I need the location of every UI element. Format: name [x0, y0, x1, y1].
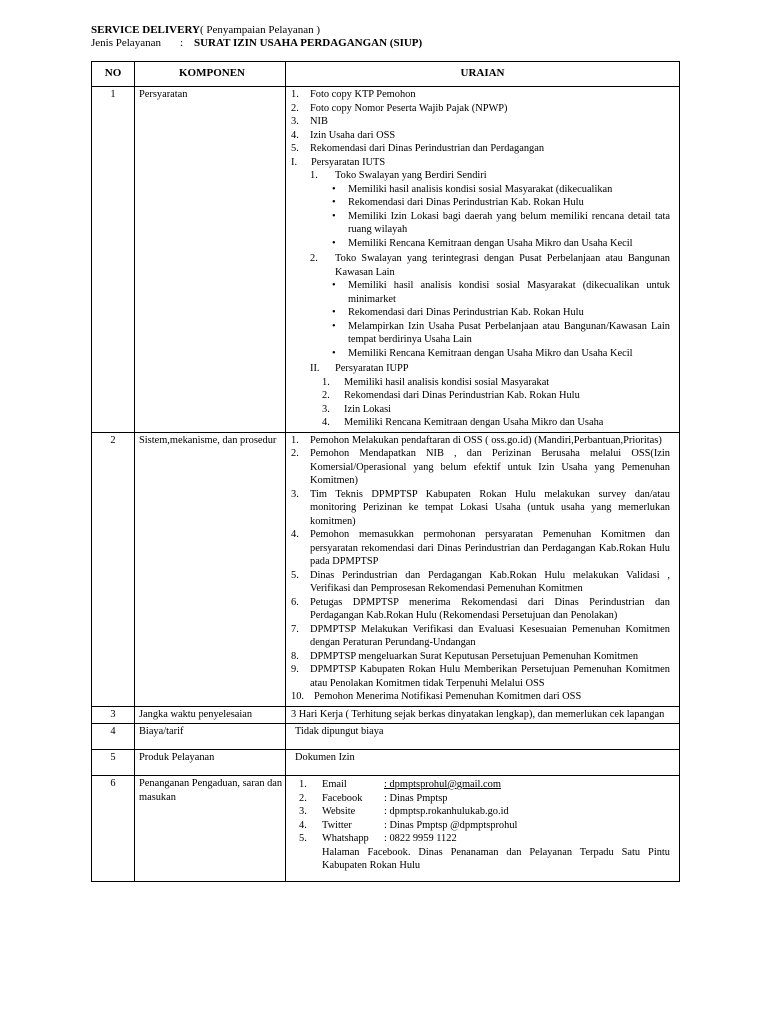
list-item: 4. Izin Usaha dari OSS: [291, 129, 396, 141]
list-item: 1. Pemohon Melakukan pendaftaran di OSS ( oss.go.id) (Mandiri,Perbantuan,Prioritas): [291, 434, 662, 446]
row-number: 3: [92, 706, 135, 724]
service-type-value: SURAT IZIN USAHA PERDAGANGAN (SIUP): [194, 37, 423, 49]
row-komponen: Persyaratan: [135, 87, 286, 433]
row-number: 1: [92, 87, 135, 433]
header-no: NO: [92, 62, 135, 87]
row-number: 5: [92, 750, 135, 776]
row-komponen: Biaya/tarif: [135, 724, 286, 750]
row-komponen: Jangka waktu penyelesaian: [135, 706, 286, 724]
row-number: 6: [92, 776, 135, 882]
table-row: [92, 706, 680, 724]
bullet-item: • Memiliki hasil analisis kondisi sosial Masyarakat (dikecualikan: [291, 183, 670, 197]
list-item: 5. Dinas Perindustrian dan Perdagangan Kab.Rokan Hulu melakukan Validasi , Verifikasi dan Pemprosesan Rekomendasi Pemenuhan Komitmen: [291, 569, 670, 594]
list-item: 5. Rekomendasi dari Dinas Perindustrian dan Perdagangan: [291, 143, 545, 154]
row-number: 4: [92, 724, 135, 750]
list-item: 1. Memiliki hasil analisis kondisi sosial Masyarakat: [322, 376, 550, 388]
table-header-row: [92, 62, 680, 87]
list-item: 2. Pemohon Mendapatkan NIB , dan Perizinan Berusaha melalui OSS(Izin Komersial/Operasional yang belum efektif untuk Izin Usaha yang Pemenuhan Komitmen): [291, 448, 670, 486]
table-row: [92, 87, 680, 433]
row-uraian: Dokumen Izin: [286, 750, 680, 776]
bullet-item: • Memiliki Izin Lokasi bagi daerah yang belum memiliki rencana detail tata ruang wilayah: [291, 210, 670, 237]
table-row: [92, 750, 680, 776]
bullet-item: • Memiliki Rencana Kemitraan dengan Usaha Mikro dan Usaha Kecil: [291, 347, 670, 361]
row-uraian: [286, 432, 680, 706]
document-header: [91, 24, 422, 50]
section-heading: II. Persyaratan IUPP: [310, 363, 409, 374]
contact-footer: Halaman Facebook. Dinas Penanaman dan Pelayanan Terpadu Satu Pintu Kabupaten Rokan Hulu: [322, 846, 670, 871]
list-item: 1. Foto copy KTP Pemohon: [291, 89, 416, 100]
list-item: 7. DPMPTSP Melakukan Verifikasi dan Evaluasi Kesesuaian Pemenuhan Komitmen dengan Peraturan Perundang-Undangan: [291, 623, 670, 648]
service-type-label: Jenis Pelayanan: [91, 37, 161, 49]
list-item: 4. Pemohon memasukkan permohonan persyaratan Pemenuhan Komitmen dan persyaratan rekomendasi dari Dinas Perindustrian dan Perdagangan Kab.Rokan Hulu pada DPMPTSP: [291, 529, 670, 567]
contact-website: 3. Website : dpmptsp.rokanhulukab.go.id: [299, 806, 509, 817]
table-row: [92, 432, 680, 706]
list-item: 6. Petugas DPMPTSP menerima Rekomendasi dari Dinas Perindustrian dan Perdagangan Kab.Rokan Hulu (Rekomendasi Persetujuan dan Penolakan): [291, 596, 670, 621]
list-item: 1. Toko Swalayan yang Berdiri Sendiri: [310, 170, 487, 181]
bullet-item: • Rekomendasi dari Dinas Perindustrian Kab. Rokan Hulu: [291, 306, 670, 320]
row-uraian: [286, 776, 680, 882]
section-heading: I. Persyaratan IUTS: [291, 156, 386, 168]
row-komponen: Penanganan Pengaduan, saran dan masukan: [135, 776, 286, 882]
table-row: [92, 776, 680, 882]
service-table: [91, 61, 680, 882]
header-komponen: KOMPONEN: [135, 62, 286, 87]
list-item: 2. Toko Swalayan yang terintegrasi dengan Pusat Perbelanjaan atau Bangunan Kawasan Lain: [310, 253, 670, 278]
row-number: 2: [92, 432, 135, 706]
list-item: 3. Tim Teknis DPMPTSP Kabupaten Rokan Hulu melakukan survey dan/atau monitoring Perizinan ke tempat Lokasi Usaha (untuk usaha yang memerlukan komitmen): [291, 488, 670, 527]
list-item: 9. DPMPTSP Kabupaten Rokan Hulu Memberikan Persetujuan Pemenuhan Komitmen atau Penolakan Komitmen tidak Terpenuhi Melalui OSS: [291, 664, 670, 689]
row-uraian: 3 Hari Kerja ( Terhitung sejak berkas dinyatakan lengkap), dan memerlukan cek lapangan: [286, 706, 680, 724]
list-item: 10. Pemohon Menerima Notifikasi Pemenuhan Komitmen dari OSS: [291, 691, 582, 702]
service-type-separator: :: [180, 37, 184, 49]
contact-email: 1. Email : dpmptsprohul@gmail.com: [299, 779, 501, 790]
header-uraian: URAIAN: [286, 62, 680, 87]
list-item: 3. Izin Lokasi: [322, 403, 392, 415]
title-subtitle: ( Penyampaian Pelayanan ): [199, 24, 320, 36]
contact-twitter: 4. Twitter : Dinas Pmptsp @dpmptsprohul: [299, 819, 518, 831]
bullet-item: • Memiliki Rencana Kemitraan dengan Usaha Mikro dan Usaha Kecil: [291, 237, 670, 251]
table-row: [92, 724, 680, 750]
email-link[interactable]: : dpmptsprohul@gmail.com: [384, 779, 501, 790]
service-type-row: [91, 37, 422, 50]
list-item: 2. Rekomendasi dari Dinas Perindustrian Kab. Rokan Hulu: [322, 390, 580, 401]
list-item: 4. Memiliki Rencana Kemitraan dengan Usaha Mikro dan Usaha: [322, 417, 604, 428]
list-item: 8. DPMPTSP mengeluarkan Surat Keputusan Persetujuan Pemenuhan Komitmen: [291, 650, 639, 662]
bullet-item: • Melampirkan Izin Usaha Pusat Perbelanjaan atau Bangunan/Kawasan Lain tempat berdirinya Usaha Lain: [291, 320, 670, 347]
row-uraian: [286, 87, 680, 433]
list-item: 3. NIB: [291, 116, 328, 127]
bullet-item: • Memiliki hasil analisis kondisi sosial Masyarakat (dikecualikan untuk minimarket: [291, 279, 670, 306]
row-komponen: Sistem,mekanisme, dan prosedur: [135, 432, 286, 706]
contact-whatsapp: 5. Whatshapp : 0822 9959 1122: [299, 833, 457, 844]
bullet-item: • Rekomendasi dari Dinas Perindustrian Kab. Rokan Hulu: [291, 196, 670, 210]
list-item: 2. Foto copy Nomor Peserta Wajib Pajak (NPWP): [291, 102, 508, 114]
title-bold: SERVICE DELIVERY: [91, 24, 200, 36]
document-title: [91, 24, 422, 37]
contact-facebook: 2. Facebook : Dinas Pmptsp: [299, 792, 448, 804]
row-uraian: Tidak dipungut biaya: [286, 724, 680, 750]
row-komponen: Produk Pelayanan: [135, 750, 286, 776]
